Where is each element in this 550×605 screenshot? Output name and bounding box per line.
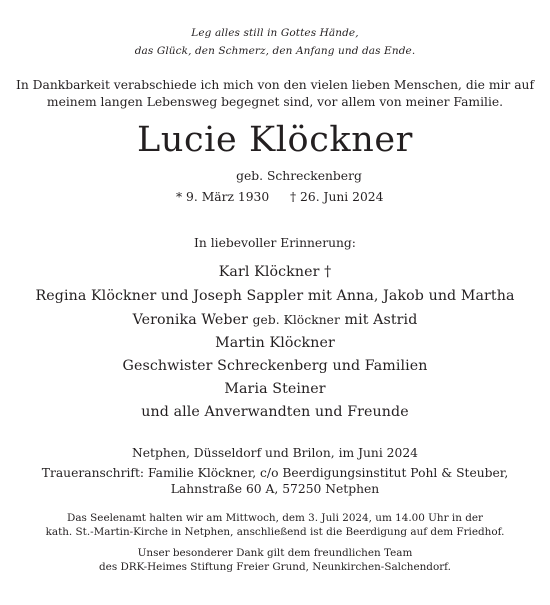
service-note-line-1: Das Seelenamt halten wir am Mittwoch, dem 3. Juli 2024, um 14.00 Uhr in der — [67, 512, 483, 524]
mourner-line: Maria Steiner — [224, 381, 326, 397]
death-date: † 26. Juni 2024 — [290, 190, 384, 204]
service-note-line-2: kath. St.-Martin-Kirche in Netphen, anschließend ist die Beerdigung auf dem Friedhof. — [45, 526, 505, 538]
birth-name: geb. Schreckenberg — [236, 169, 362, 183]
mourner-line: Karl Klöckner † — [218, 264, 332, 280]
mourners-heading: In liebevoller Erinnerung: — [194, 236, 356, 250]
mourner-line: Martin Klöckner — [215, 335, 335, 351]
thanks-note-line-1: Unser besonderer Dank gilt dem freundlichen Team — [137, 547, 413, 559]
place-and-date: Netphen, Düsseldorf und Brilon, im Juni 2024 — [132, 446, 418, 460]
mourner-maiden-name: geb. Klöckner — [252, 313, 340, 327]
mourner-name: Veronika Weber — [132, 312, 248, 328]
mourner-line: und alle Anverwandten und Freunde — [141, 404, 409, 420]
mourner-line: Regina Klöckner und Joseph Sappler mit Anna, Jakob und Martha — [35, 288, 515, 304]
mourner-line — [0, 312, 550, 328]
address-line-1: Traueranschrift: Familie Klöckner, c/o Beerdigungsinstitut Pohl & Steuber, — [41, 466, 509, 480]
intro-line-2: meinem langen Lebensweg begegnet sind, vor allem von meiner Familie. — [46, 95, 504, 109]
address-line-2: Lahnstraße 60 A, 57250 Netphen — [170, 482, 380, 496]
intro-line-1: In Dankbarkeit verabschiede ich mich von den vielen lieben Menschen, die mir auf — [15, 78, 535, 92]
verse-line-2: das Glück, den Schmerz, den Anfang und das Ende. — [134, 45, 416, 57]
birth-date: * 9. März 1930 — [176, 190, 270, 204]
verse-line-1: Leg alles still in Gottes Hände, — [191, 27, 359, 39]
mourner-line: Geschwister Schreckenberg und Familien — [122, 358, 428, 374]
mourner-companion: mit Astrid — [344, 312, 418, 328]
deceased-name: Lucie Klöckner — [136, 120, 414, 160]
thanks-note-line-2: des DRK-Heimes Stiftung Freier Grund, Neunkirchen-Salchendorf. — [99, 561, 451, 573]
